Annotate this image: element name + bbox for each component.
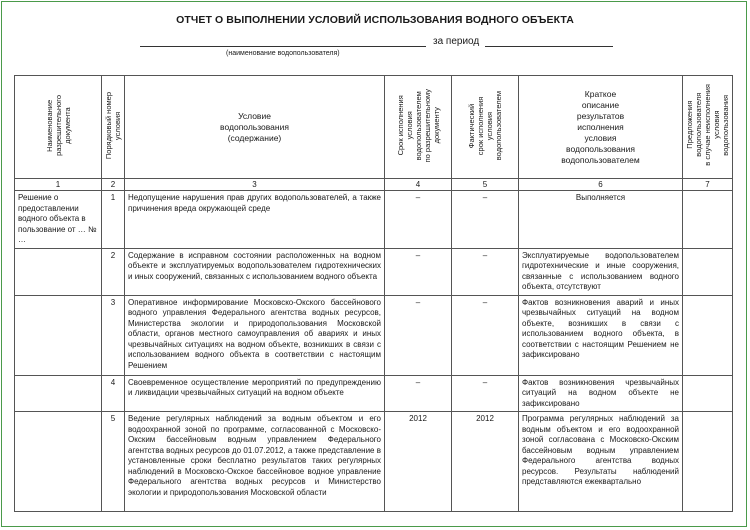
due-date: –: [385, 375, 452, 412]
document-name-cell: [15, 412, 102, 512]
column-number: 5: [452, 179, 519, 191]
condition-text: Недопущение нарушения прав других водопользователей, а также причинения вреда окружающей среде: [125, 191, 385, 249]
header-proposal: Предложения водопользователя в случае неисполнения условия водопользования: [683, 76, 733, 179]
result-text: Эксплуатируемые водопользователем гидротехнические и иные сооружения, связанные с использованием водного объекта, отсутствуют: [519, 248, 683, 295]
period-line: [485, 46, 613, 47]
condition-number: 4: [102, 375, 125, 412]
result-text: Фактов возникновения чрезвычайных ситуаций на водном объекте не зафиксировано: [519, 375, 683, 412]
header-condition-number: Порядковый номер условия: [102, 76, 125, 179]
header-due-date: Срок исполнения условия водопользователем по разрешительному документу: [385, 76, 452, 179]
result-text: Фактов возникновения аварий и иных чрезвычайных ситуаций на водном объекте, возникших в связи с использованием водного объекта, в соответствии с настоящим Решением не зафиксировано: [519, 295, 683, 375]
condition-number: 2: [102, 248, 125, 295]
condition-number: 5: [102, 412, 125, 512]
condition-text: Оперативное информирование Московско-Окского бассейнового водного управления Федерального агентства водных ресурсов, Министерства экологии и природопользования Московской области, органов местного самоуправления об авариях и иных чрезвычайных ситуациях на водном объекте, возникших в связи с использованием водного объекта в соответствии с настоящим Решением: [125, 295, 385, 375]
document-name-cell: [15, 248, 102, 295]
water-user-name-caption: (наименование водопользователя): [226, 50, 340, 57]
condition-number: 1: [102, 191, 125, 249]
table-row: [15, 375, 733, 412]
due-date: –: [385, 295, 452, 375]
period-label: за период: [433, 36, 480, 47]
condition-text: Содержание в исправном состоянии расположенных на водном объекте и эксплуатируемых водопользователем гидротехнических и иных сооружений, связанных с использованием водного объекта: [125, 248, 385, 295]
report-title: ОТЧЕТ О ВЫПОЛНЕНИИ УСЛОВИЙ ИСПОЛЬЗОВАНИЯ ВОДНОГО ОБЪЕКТА: [176, 14, 574, 26]
result-text: Программа регулярных наблюдений за водным объектом и его водоохранной зоной согласована с Московско-Окским бассейновым водным управлением Федерального агентства водных ресурсов. Результаты наблюдений представляются ежеквартально: [519, 412, 683, 512]
proposal-text: [683, 191, 733, 249]
actual-date: 2012: [452, 412, 519, 512]
header-row: [15, 76, 733, 179]
document-name-cell: [15, 295, 102, 375]
column-number: 4: [385, 179, 452, 191]
condition-text: Своевременное осуществление мероприятий по предупреждению и ликвидации чрезвычайных ситуаций на водном объекте: [125, 375, 385, 412]
header-document-name: Наименование разрешительного документа: [15, 76, 102, 179]
actual-date: –: [452, 375, 519, 412]
water-user-name-line: [140, 46, 426, 47]
condition-text: Ведение регулярных наблюдений за водным объектом и его водоохранной зоной по программе, согласованной с Московско-Окским бассейновым водным управлением Федерального агентства водных ресурсов до 01.07.2012, а также представление в установленные сроки бесплатно результатов таких регулярных наблюдений в Московско-Окское бассейновое водное управление Федерального агентства водных ресурсов и Министерство экологии и природопользования Московской области: [125, 412, 385, 512]
proposal-text: [683, 248, 733, 295]
column-number: 3: [125, 179, 385, 191]
condition-number: 3: [102, 295, 125, 375]
actual-date: –: [452, 295, 519, 375]
column-number: 6: [519, 179, 683, 191]
table-row: [15, 295, 733, 375]
table-row: [15, 248, 733, 295]
column-number: 7: [683, 179, 733, 191]
proposal-text: [683, 412, 733, 512]
due-date: –: [385, 191, 452, 249]
header-condition: Условие водопользования (содержание): [125, 76, 385, 179]
document-name-cell: [15, 375, 102, 412]
proposal-text: [683, 295, 733, 375]
header-actual-date: Фактический срок исполнения условия водопользователем: [452, 76, 519, 179]
actual-date: –: [452, 248, 519, 295]
result-text: Выполняется: [519, 191, 683, 249]
report-table: [14, 75, 733, 512]
due-date: –: [385, 248, 452, 295]
column-number: 1: [15, 179, 102, 191]
column-number: 2: [102, 179, 125, 191]
document-name-cell: Решение о предоставлении водного объекта в пользование от … № …: [15, 191, 102, 249]
due-date: 2012: [385, 412, 452, 512]
table-row: [15, 412, 733, 512]
actual-date: –: [452, 191, 519, 249]
proposal-text: [683, 375, 733, 412]
header-result: Краткое описание результатов исполнения условия водопользования водопользователем: [519, 76, 683, 179]
column-number-row: [15, 179, 733, 191]
table-row: [15, 191, 733, 249]
